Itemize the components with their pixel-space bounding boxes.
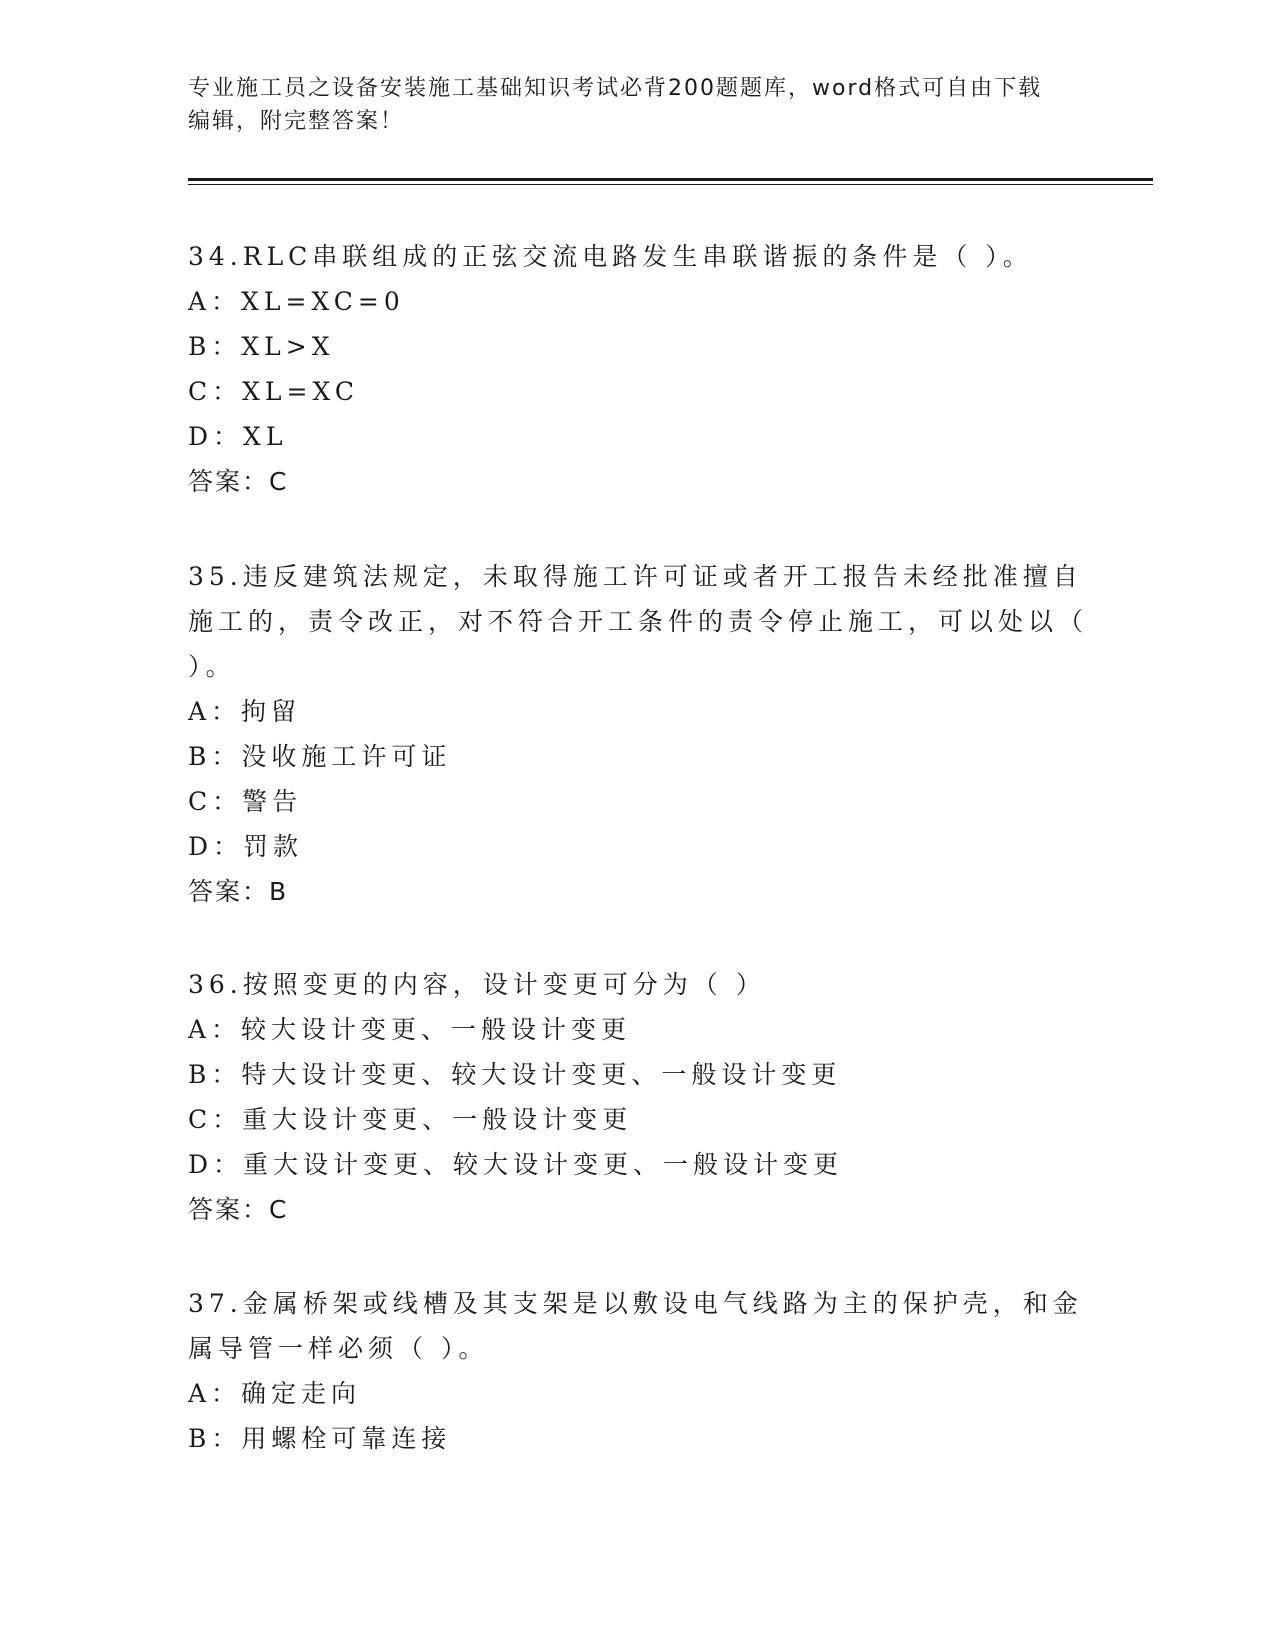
option-a: A：XL=XC=0: [188, 287, 405, 316]
option-c: C：重大设计变更、一般设计变更: [188, 1105, 633, 1134]
question-34: [188, 234, 1088, 504]
option-a: A：较大设计变更、一般设计变更: [188, 1015, 632, 1044]
option-b: B：XL>X: [188, 332, 335, 361]
header-divider-thin: [188, 184, 1153, 185]
answer-label: 答案：B: [188, 877, 289, 906]
option-a: A：拘留: [188, 697, 302, 726]
document-header: [188, 72, 1088, 138]
header-line-2: 编辑，附完整答案！: [188, 109, 405, 134]
question-text: 35.违反建筑法规定，未取得施工许可证或者开工报告未经批准擅自施工的，责令改正，对不符合开工条件的责令停止施工，可以处以（ ）。: [188, 562, 1089, 681]
answer-label: 答案：C: [188, 1195, 289, 1224]
option-d: D：XL: [188, 422, 288, 451]
option-b: B：没收施工许可证: [188, 742, 452, 771]
option-d: D：罚款: [188, 832, 304, 861]
question-37: [188, 1281, 1088, 1461]
header-divider-thick: [188, 178, 1153, 181]
question-36: [188, 962, 1088, 1232]
option-c: C：XL=XC: [188, 377, 359, 406]
question-text: 37.金属桥架或线槽及其支架是以敷设电气线路为主的保护壳，和金属导管一样必须（ ）。: [188, 1289, 1083, 1363]
question-text: 34.RLC串联组成的正弦交流电路发生串联谐振的条件是（ ）。: [188, 242, 1033, 271]
header-line-1: 专业施工员之设备安装施工基础知识考试必背200题题库，word格式可自由下载: [188, 76, 1043, 101]
question-text: 36.按照变更的内容，设计变更可分为（ ）: [188, 970, 766, 999]
option-b: B：用螺栓可靠连接: [188, 1424, 452, 1453]
option-b: B：特大设计变更、较大设计变更、一般设计变更: [188, 1060, 842, 1089]
option-a: A：确定走向: [188, 1379, 362, 1408]
option-c: C：警告: [188, 787, 303, 816]
answer-label: 答案：C: [188, 467, 289, 496]
question-35: [188, 554, 1088, 914]
option-d: D：重大设计变更、较大设计变更、一般设计变更: [188, 1150, 844, 1179]
